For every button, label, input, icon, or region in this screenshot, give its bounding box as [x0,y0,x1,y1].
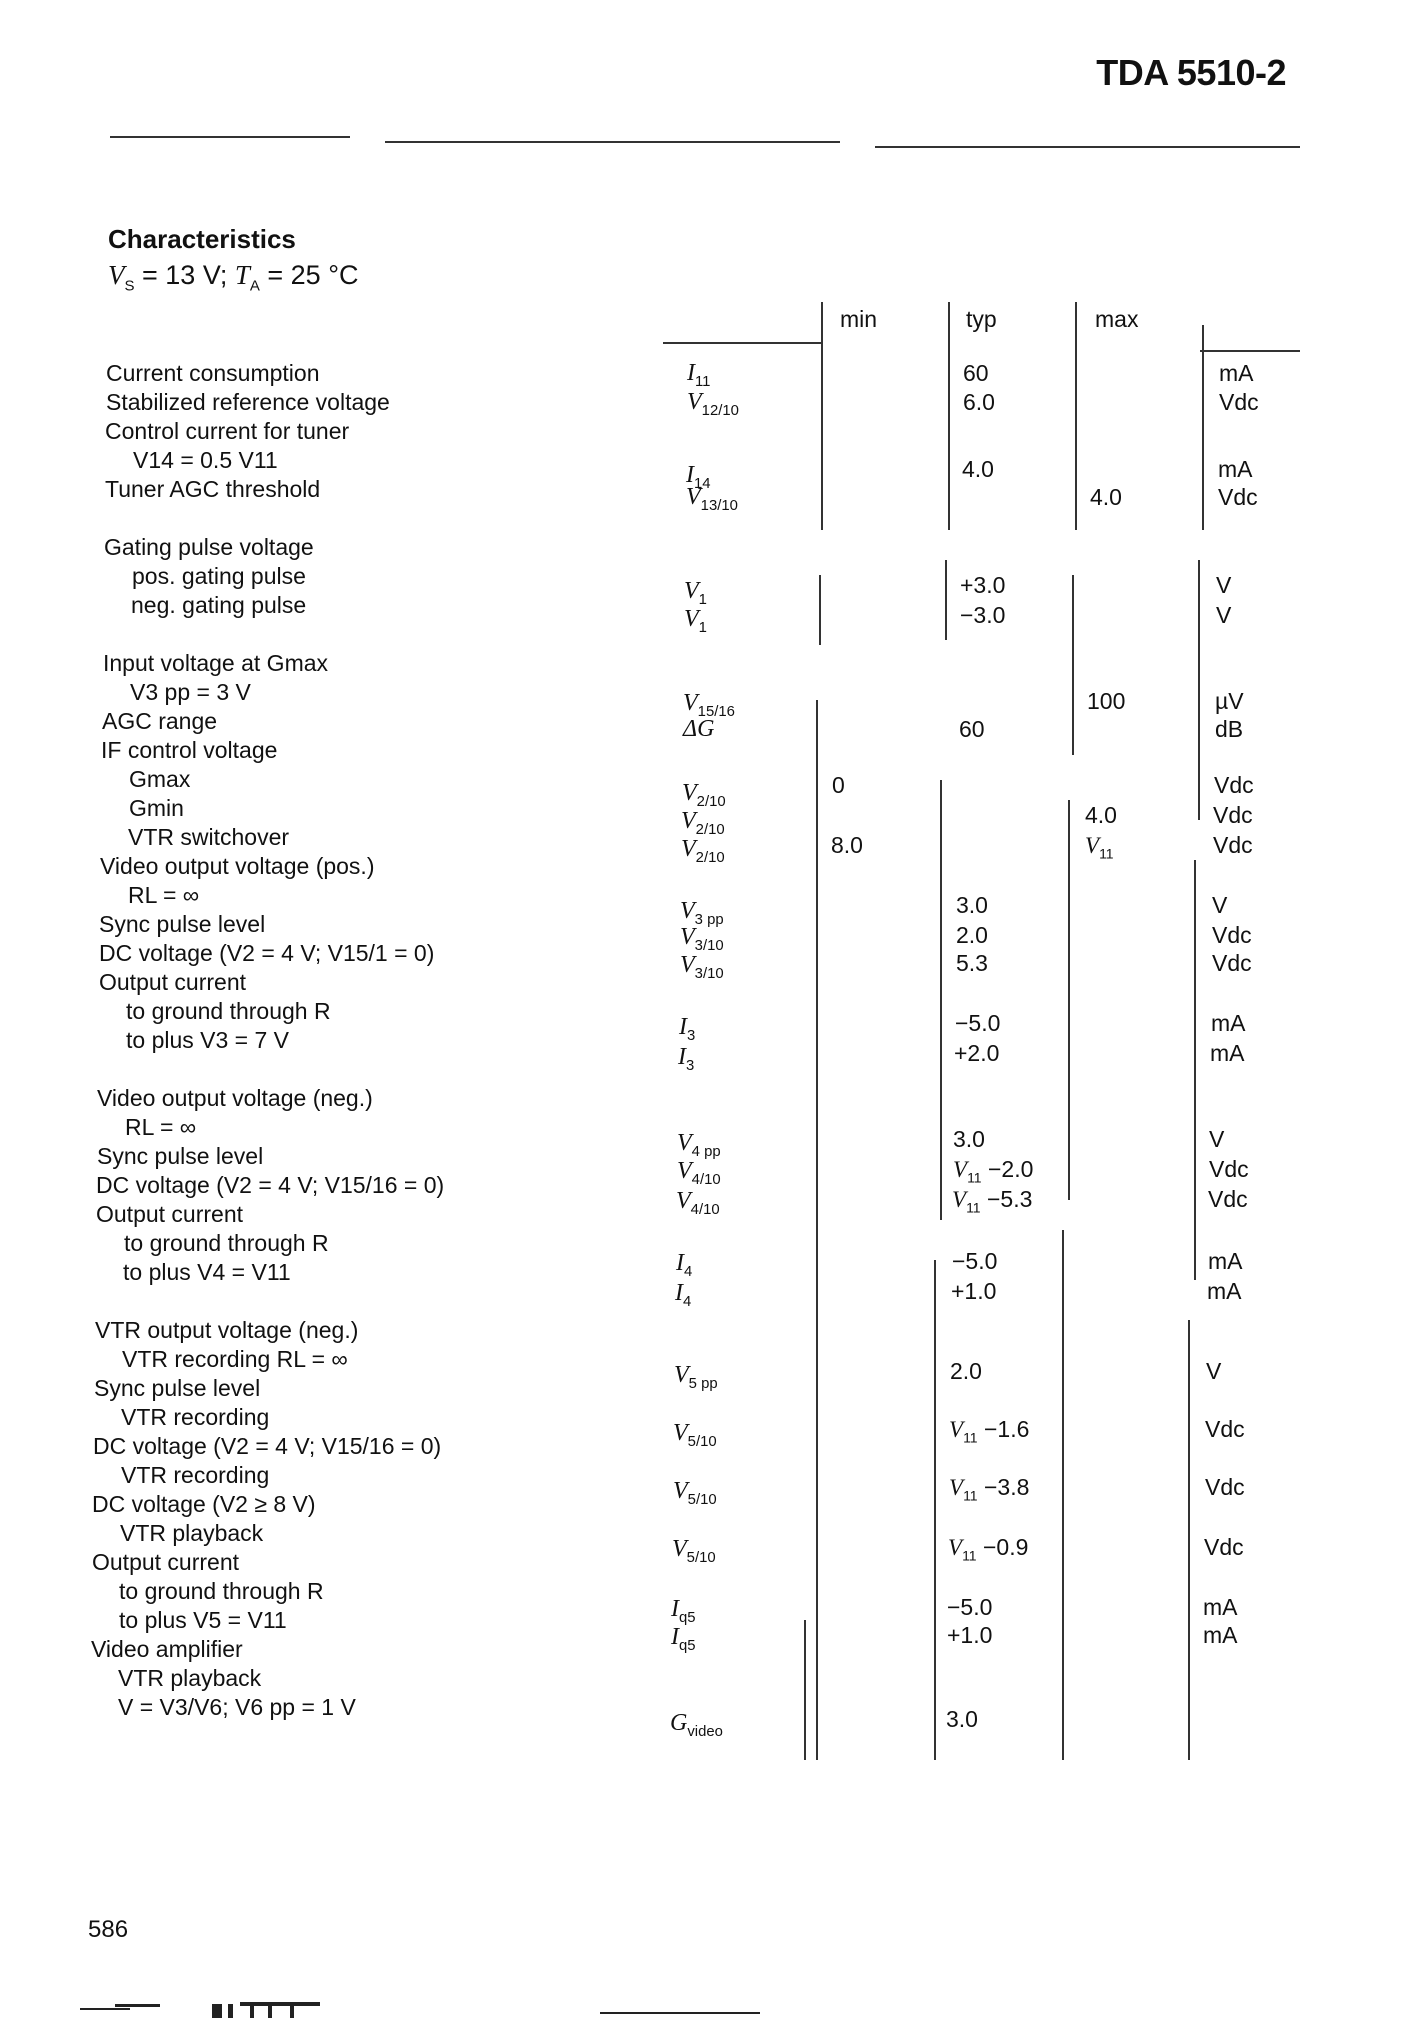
row-typ: 6.0 [963,389,995,415]
row-symbol: $I_4$ [675,1280,692,1310]
scan-artifact [268,2006,272,2018]
row-label: to ground through R [124,1230,329,1256]
row-symbol: $V_{2/10}$ [682,780,726,810]
row-unit: Vdc [1218,484,1258,510]
row-label: Video amplifier [91,1636,243,1662]
row-label: Sync pulse level [99,911,266,937]
row-label: Sync pulse level [97,1143,264,1169]
row-unit: Vdc [1205,1474,1245,1500]
row-typ: −3.0 [960,602,1006,628]
row-unit: Vdc [1208,1186,1248,1212]
row-typ: +1.0 [951,1278,997,1304]
row-max: 4.0 [1090,484,1122,510]
row-typ: 2.0 [956,922,988,948]
column-header-min: min [840,306,878,332]
row-unit: mA [1203,1622,1238,1648]
row-label: DC voltage (V2 = 4 V; V15/16 = 0) [96,1172,445,1198]
row-label: Gating pulse voltage [104,534,314,560]
row-label: RL = ∞ [125,1114,197,1140]
column-divider [945,560,947,640]
row-unit: V [1212,892,1228,918]
row-typ: $V_{11} -5.3$ [952,1186,1033,1216]
row-symbol: ΔG [683,716,715,742]
column-divider [940,780,942,1220]
row-label: to plus V4 = V11 [123,1259,291,1285]
row-label: VTR switchover [128,824,290,850]
row-symbol: $I_{q5}$ [671,1596,696,1626]
row-symbol: $G_{video}$ [670,1710,723,1740]
row-symbol: $V_{3/10}$ [680,924,724,954]
column-divider [948,302,950,530]
row-unit: Vdc [1209,1156,1249,1182]
row-label: Stabilized reference voltage [106,389,390,415]
row-unit: Vdc [1214,772,1254,798]
header-rule [110,136,350,138]
row-unit: mA [1207,1278,1242,1304]
row-label: Output current [92,1549,240,1575]
row-unit: µV [1215,688,1244,714]
column-divider [1072,575,1074,755]
row-label: Current consumption [106,360,320,386]
row-symbol: $I_{14}$ [686,462,711,492]
row-label: Gmin [129,795,184,821]
column-divider [1062,1230,1064,1760]
row-typ: −5.0 [952,1248,998,1274]
row-typ: 60 [959,716,985,742]
row-unit: Vdc [1212,922,1252,948]
row-unit: Vdc [1213,832,1253,858]
row-label: VTR playback [118,1665,262,1691]
row-symbol: $V_{2/10}$ [681,808,725,838]
row-min: 0 [832,772,845,798]
row-max: 100 [1087,688,1126,714]
column-divider [1068,800,1070,1200]
row-symbol: $V_{4 pp}$ [677,1130,721,1160]
column-divider [821,302,823,530]
row-unit: Vdc [1213,802,1253,828]
row-label: Sync pulse level [94,1375,261,1401]
row-unit: V [1216,572,1232,598]
row-typ: $V_{11} -1.6$ [949,1416,1030,1446]
row-unit: mA [1211,1010,1246,1036]
scan-artifact [228,2004,233,2018]
row-unit: mA [1203,1594,1238,1620]
scan-artifact [115,2004,160,2007]
row-symbol: $V_1$ [684,578,707,608]
row-symbol: $V_{5/10}$ [673,1478,717,1508]
row-label: VTR playback [120,1520,264,1546]
table-header-rule [663,342,821,344]
header-rule [875,146,1300,148]
row-label: RL = ∞ [128,882,200,908]
row-typ: +2.0 [954,1040,1000,1066]
row-unit: V [1206,1358,1222,1384]
row-symbol: $V_{15/16}$ [683,690,735,720]
scan-artifact [212,2004,222,2018]
row-label: V14 = 0.5 V11 [133,447,278,473]
row-label: Tuner AGC threshold [105,476,321,502]
page-number: 586 [88,1916,129,1943]
row-label: VTR recording RL = ∞ [122,1346,348,1372]
row-typ: $V_{11} -3.8$ [949,1474,1030,1504]
row-label: IF control voltage [101,737,278,763]
row-unit: dB [1215,716,1244,742]
row-unit: mA [1210,1040,1245,1066]
row-symbol: $V_{13/10}$ [686,484,738,514]
row-unit: V [1216,602,1232,628]
column-divider [1188,1320,1190,1760]
column-divider [1194,860,1196,1280]
row-symbol: $V_{12/10}$ [687,389,739,419]
row-label: Output current [99,969,247,995]
row-unit: mA [1219,360,1254,386]
row-typ: +1.0 [947,1622,993,1648]
column-divider [1075,302,1077,530]
column-header-max: max [1095,306,1139,332]
row-symbol: $V_{2/10}$ [681,836,725,866]
row-typ: 2.0 [950,1358,982,1384]
row-unit: Vdc [1219,389,1259,415]
row-symbol: $V_1$ [684,606,707,636]
row-label: to ground through R [119,1578,324,1604]
row-typ: −5.0 [947,1594,993,1620]
row-symbol: $I_3$ [679,1014,696,1044]
row-typ: 5.3 [956,950,988,976]
row-unit: mA [1208,1248,1243,1274]
scan-artifact [80,2008,130,2010]
row-symbol: $V_{3 pp}$ [680,898,724,928]
section-title: Characteristics [108,224,296,254]
column-divider [816,700,818,1760]
row-symbol: $V_{5 pp}$ [674,1362,718,1392]
row-max: $V_{11}$ [1085,833,1114,862]
row-symbol: $I_{q5}$ [671,1624,696,1654]
row-symbol: $V_{4/10}$ [676,1188,720,1218]
row-label: Video output voltage (neg.) [97,1085,373,1111]
row-label: V3 pp = 3 V [130,679,251,705]
row-label: DC voltage (V2 ≥ 8 V) [92,1491,316,1517]
row-max: 4.0 [1085,802,1117,828]
row-label: Gmax [129,766,191,792]
row-label: to plus V3 = 7 V [126,1027,290,1053]
row-label: DC voltage (V2 = 4 V; V15/1 = 0) [99,940,435,966]
scan-artifact [250,2006,254,2018]
row-label: Video output voltage (pos.) [100,853,375,879]
row-label: VTR recording [121,1404,270,1430]
row-typ: $V_{11} -0.9$ [948,1534,1029,1564]
row-label: VTR output voltage (neg.) [95,1317,359,1343]
row-symbol: $I_3$ [678,1044,695,1074]
row-min: 8.0 [831,832,863,858]
row-typ: −5.0 [955,1010,1001,1036]
scan-artifact [600,2012,760,2014]
column-header-typ: typ [966,306,997,332]
column-divider [804,1620,806,1760]
row-label: to ground through R [126,998,331,1024]
row-typ: 60 [963,360,989,386]
row-symbol: $I_4$ [676,1250,693,1280]
row-typ: +3.0 [960,572,1006,598]
row-unit: Vdc [1205,1416,1245,1442]
row-label: to plus V5 = V11 [119,1607,287,1633]
column-divider [1202,325,1204,530]
scan-artifact [290,2006,294,2018]
column-divider [819,575,821,645]
column-divider [934,1260,936,1760]
row-typ: 4.0 [962,456,994,482]
row-label: VTR recording [121,1462,270,1488]
column-divider [1198,560,1200,820]
row-label: V = V3/V6; V6 pp = 1 V [118,1694,356,1720]
row-typ: $V_{11} -2.0$ [953,1156,1034,1186]
row-unit: Vdc [1212,950,1252,976]
row-label: DC voltage (V2 = 4 V; V15/16 = 0) [93,1433,442,1459]
row-symbol: $V_{4/10}$ [677,1158,721,1188]
test-conditions: $V_S = 13$ V; $T_A = 25$ °C [108,260,359,295]
row-label: pos. gating pulse [132,563,306,589]
row-typ: 3.0 [946,1706,978,1732]
row-symbol: $V_{3/10}$ [680,952,724,982]
row-label: neg. gating pulse [131,592,307,618]
document-title: TDA 5510-2 [1096,52,1286,93]
row-symbol: $V_{5/10}$ [673,1420,717,1450]
row-unit: V [1209,1126,1225,1152]
row-symbol: $V_{5/10}$ [672,1536,716,1566]
row-label: Control current for tuner [105,418,350,444]
row-unit: Vdc [1204,1534,1244,1560]
row-unit: mA [1218,456,1253,482]
row-symbol: $I_{11}$ [687,360,711,390]
row-typ: 3.0 [956,892,988,918]
row-label: Output current [96,1201,244,1227]
row-label: AGC range [102,708,218,734]
row-typ: 3.0 [953,1126,985,1152]
table-header-rule [1200,350,1300,352]
row-label: Input voltage at Gmax [103,650,329,676]
header-rule [385,141,840,143]
